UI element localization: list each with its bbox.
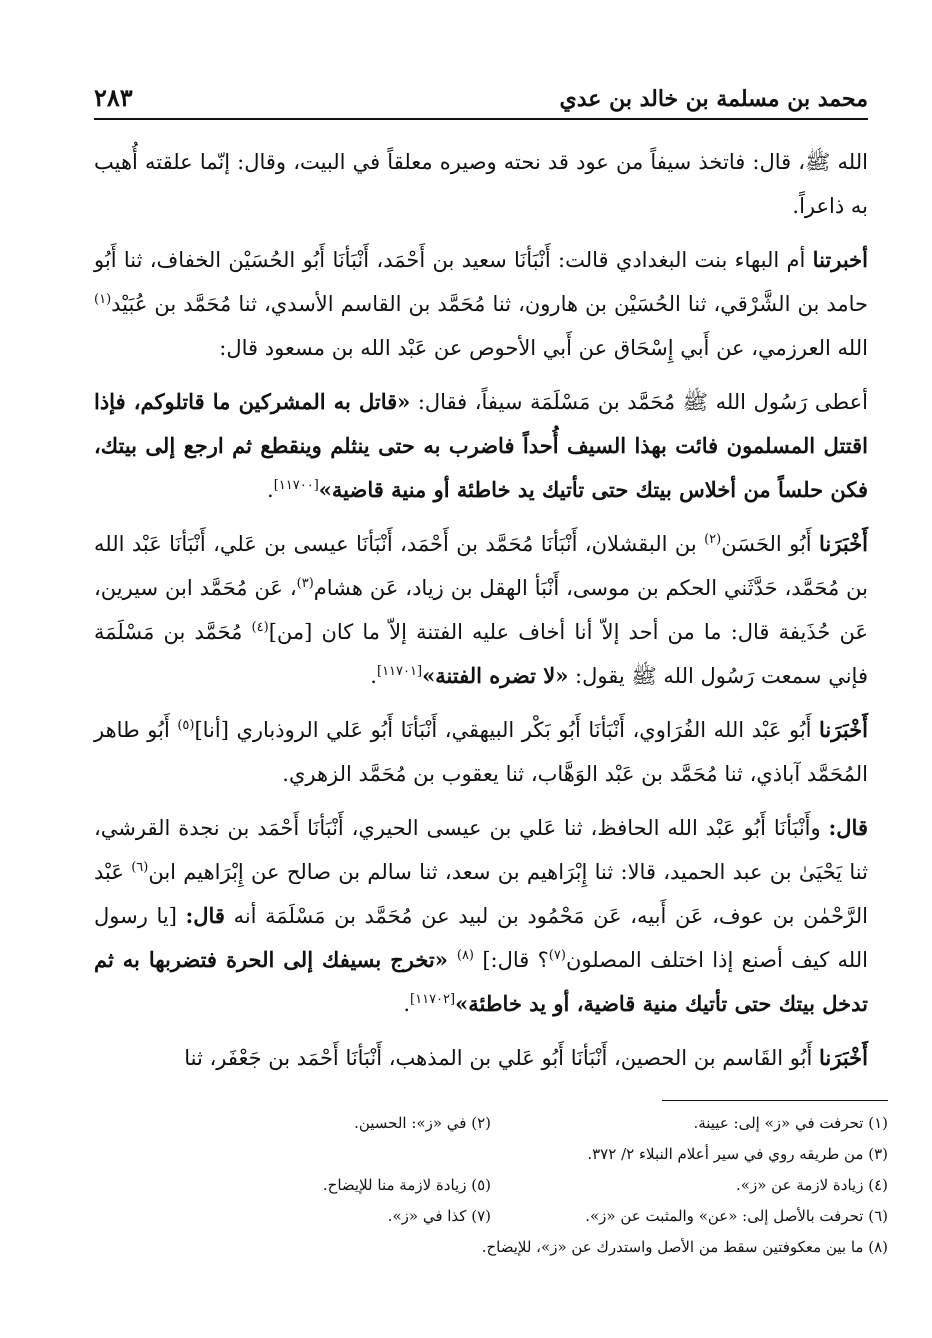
- paragraph-4-text-cont: بن البقشلان، أَنْبَأنَا مُحَمَّد بن أَحْمَد، أَنْبَأنَا عيسى بن عَلي، أَنْبَأنَا عَبْد الله بن مُحَمَّد، حَدَّثَني الحكم بن موسى، أَنْبَأ الهقل بن زياد، عَن هشام: [94, 532, 868, 600]
- paragraph-5-text-cont: أَبُو طاهر المُحَمَّد آباذي، ثنا مُحَمَّد بن عَبْد الوَهَّاب، ثنا يعقوب بن مُحَمَّد الزهري.: [94, 718, 868, 786]
- paragraph-2: [94, 238, 868, 370]
- hadith-number-11700: [١١٧٠٠]: [273, 478, 319, 493]
- page-number: ٢٨٣: [94, 83, 133, 112]
- paragraph-4-text: أَبُو الحَسَن: [721, 532, 820, 556]
- running-title: محمد بن مسلمة بن خالد بن عدي: [559, 86, 868, 112]
- footnote-3: (٣) من طريقه روي في سير أعلام النبلاء ٢/ ٣٧٢.: [587, 1145, 888, 1163]
- paragraph-5-text: أَبُو عَبْد الله الفُرَاوي، أَنْبَأنَا أَبُو بَكْر البيهقي، أَنْبَأنَا أَبُو عَلي الروذباري [أنا]: [194, 718, 820, 742]
- paragraph-1-text: الله ﷺ، قال: فاتخذ سيفاً من عود قد نحته وصيره معلقاً في البيت، وقال: إنّما علقته أُهيب به ذاعراً.: [94, 150, 868, 218]
- paragraph-4-lead: أَخْبَرَنا: [819, 531, 869, 556]
- footnote-marker-3[interactable]: (٣): [296, 576, 314, 591]
- footnote-8: (٨) ما بين معكوفتين سقط من الأصل واستدرك عن «ز»، للإيضاح.: [481, 1238, 888, 1256]
- paragraph-7-lead: أَخْبَرَنا: [819, 1045, 868, 1070]
- footnote-marker-7[interactable]: (٧): [548, 948, 566, 963]
- paragraph-1: [94, 140, 868, 228]
- paragraph-6-text-cont-3: ؟ قال:]: [474, 948, 549, 972]
- paragraph-4-text-cont-2: ، عَن مُحَمَّد ابن سيرين، عَن حُذَيفة قال: ما من أحد إلاّ أنا أخاف عليه الفتنة إلاّ ما كان [من]: [94, 576, 868, 644]
- paragraph-3-text: أعطى رَسُول الله ﷺ مُحَمَّد بن مَسْلَمَة سيفاً، فقال:: [410, 390, 868, 414]
- page-header: [94, 76, 868, 120]
- footnote-marker-6[interactable]: (٦): [131, 860, 149, 875]
- paragraph-6-text-cont: عَبْد الرَّحْمٰن بن عوف، عَن أَبيه، عَن مَحْمُود بن لبيد عن مُحَمَّد بن مَسْلَمَة أنه: [94, 860, 868, 928]
- paragraph-6-text-cont-2: [يا رسول الله كيف أصنع إذا اختلف المصلون: [94, 904, 868, 972]
- paragraph-6: قال: وأَنْبَأنَا أَبُو عَبْد الله الحافظ، ثنا عَلي بن عيسى الحيري، أَنْبَأنَا أَحْمَد بن نجدة القرشي، ثنا يَحْيَىٰ بن عبد الحميد، قالا: ثنا إِبْرَاهيم بن سعد، ثنا سالم بن صالح عن إِبْرَاهيم ابن$^{(٦)}$ عَبْد الرَّحْمٰن بن عوف، عَن أَبيه، عَن مَحْمُود بن لبيد عن مُحَمَّد بن مَسْلَمَة أنه قال: [يا رسول الله كيف أصنع إذا اختلف المصلون$^{(٧)}$؟ قال:] $^{(٨)}$ «تخرج بسيفك إلى الحرة فتضربها به ثم تدخل بيتك حتى تأتيك منية قاضية، أو يد خاطئة»[١١٧٠٢].: [94, 815, 868, 1016]
- paragraph-6-lead: قال:: [828, 815, 868, 840]
- main-text: [94, 140, 868, 1090]
- footnote-divider: [662, 1100, 888, 1101]
- paragraph-6-hadith: «تخرج بسيفك إلى الحرة فتضربها به ثم تدخل بيتك حتى تأتيك منية قاضية، أو يد خاطئة»: [94, 947, 868, 1016]
- footnote-6: (٦) تحرفت بالأصل إلى: «عن» والمثبت عن «ز».: [585, 1207, 888, 1225]
- paragraph-2-lead: أخبرتنا: [812, 247, 868, 272]
- paragraph-6-text: وأَنْبَأنَا أَبُو عَبْد الله الحافظ، ثنا عَلي بن عيسى الحيري، أَنْبَأنَا أَحْمَد بن نجدة القرشي، ثنا يَحْيَىٰ بن عبد الحميد، قالا: ثنا إِبْرَاهيم بن سعد، ثنا سالم بن صالح عن إِبْرَاهيم ابن: [94, 816, 868, 884]
- paragraph-4-hadith: «لا تضره الفتنة»: [422, 663, 569, 688]
- footnotes: [94, 1108, 888, 1263]
- paragraph-6-bold-qala: قال:: [185, 903, 225, 928]
- paragraph-5: [94, 708, 868, 796]
- footnote-marker-5[interactable]: (٥): [177, 718, 195, 733]
- paragraph-2-text-cont: الله العرزمي، عن أَبي إِسْحَاق عن أَبي الأحوص عن عَبْد الله بن مسعود قال:: [219, 336, 868, 360]
- paragraph-5-lead: أَخْبَرَنا: [819, 717, 869, 742]
- footnote-marker-1[interactable]: (١): [94, 292, 112, 307]
- footnote-7: (٧) كذا في «ز».: [387, 1207, 491, 1225]
- hadith-number-11701: [١١٧٠١]: [376, 664, 423, 679]
- paragraph-7-text: أَبُو القَاسم بن الحصين، أَنْبَأنَا أَبُو عَلي بن المذهب، أَنْبَأنَا أَحْمَد بن جَعْفَر، ثنا: [184, 1046, 820, 1070]
- footnote-row-1: [94, 1108, 888, 1139]
- footnote-row-3: [94, 1170, 888, 1201]
- paragraph-7: [94, 1036, 868, 1080]
- footnote-5: (٥) زيادة لازمة منا للإيضاح.: [322, 1176, 491, 1194]
- paragraph-4: أَخْبَرَنا أَبُو الحَسَن$^{(٢)}$ بن البقشلان، أَنْبَأنَا مُحَمَّد بن أَحْمَد، أَنْبَأنَا عيسى بن عَلي، أَنْبَأنَا عَبْد الله بن مُحَمَّد، حَدَّثَني الحكم بن موسى، أَنْبَأ الهقل بن زياد، عَن هشام$^{(٣)}$، عَن مُحَمَّد ابن سيرين، عَن حُذَيفة قال: ما من أحد إلاّ أنا أخاف عليه الفتنة إلاّ ما كان [من]$^{(٤)}$ مُحَمَّد بن مَسْلَمَة فإني سمعت رَسُول الله ﷺ يقول: «لا تضره الفتنة»[١١٧٠١].: [94, 531, 869, 688]
- footnote-marker-2[interactable]: (٢): [704, 532, 722, 547]
- paragraph-3-hadith: «قاتل به المشركين ما قاتلوكم، فإذا اقتتل المسلمون فائت بهذا السيف أُحداً فاضرب به حتى ينثلم وينقطع ثم ارجع إلى بيتك، فكن حلساً من أخلاس بيتك حتى تأتيك يد خاطئة أو منية قاضية»: [94, 389, 868, 502]
- hadith-number-11702: [١١٧٠٢]: [410, 992, 456, 1007]
- footnote-marker-8[interactable]: (٨): [456, 948, 474, 963]
- footnote-2: (٢) في «ز»: الحسين.: [354, 1114, 491, 1132]
- footnote-marker-4[interactable]: (٤): [251, 620, 269, 635]
- footnote-1: (١) تحرفت في «ز» إلى: عيينة.: [693, 1114, 888, 1132]
- paragraph-2-text: أم البهاء بنت البغدادي قالت: أَنْبَأنَا سعيد بن أَحْمَد، أَنْبَأنَا أَبُو الحُسَيْن الخفاف، ثنا أَبُو حامد بن الشَّرْقي، ثنا الحُسَيْن بن هارون، ثنا مُحَمَّد بن القاسم الأسدي، ثنا مُحَمَّد بن عُبَيْد: [94, 248, 868, 316]
- paragraph-4-text-cont-3: مُحَمَّد بن مَسْلَمَة فإني سمعت رَسُول الله ﷺ يقول:: [94, 620, 868, 688]
- paragraph-3: أعطى رَسُول الله ﷺ مُحَمَّد بن مَسْلَمَة سيفاً، فقال: «قاتل به المشركين ما قاتلوكم، فإذا اقتتل المسلمون فائت بهذا السيف أُحداً فاضرب به حتى ينثلم وينقطع ثم ارجع إلى بيتك، فكن حلساً من أخلاس بيتك حتى تأتيك يد خاطئة أو منية قاضية»[١١٧٠٠].: [94, 389, 868, 502]
- footnote-row-4: [94, 1201, 888, 1232]
- footnote-4: (٤) زيادة لازمة عن «ز».: [736, 1176, 888, 1194]
